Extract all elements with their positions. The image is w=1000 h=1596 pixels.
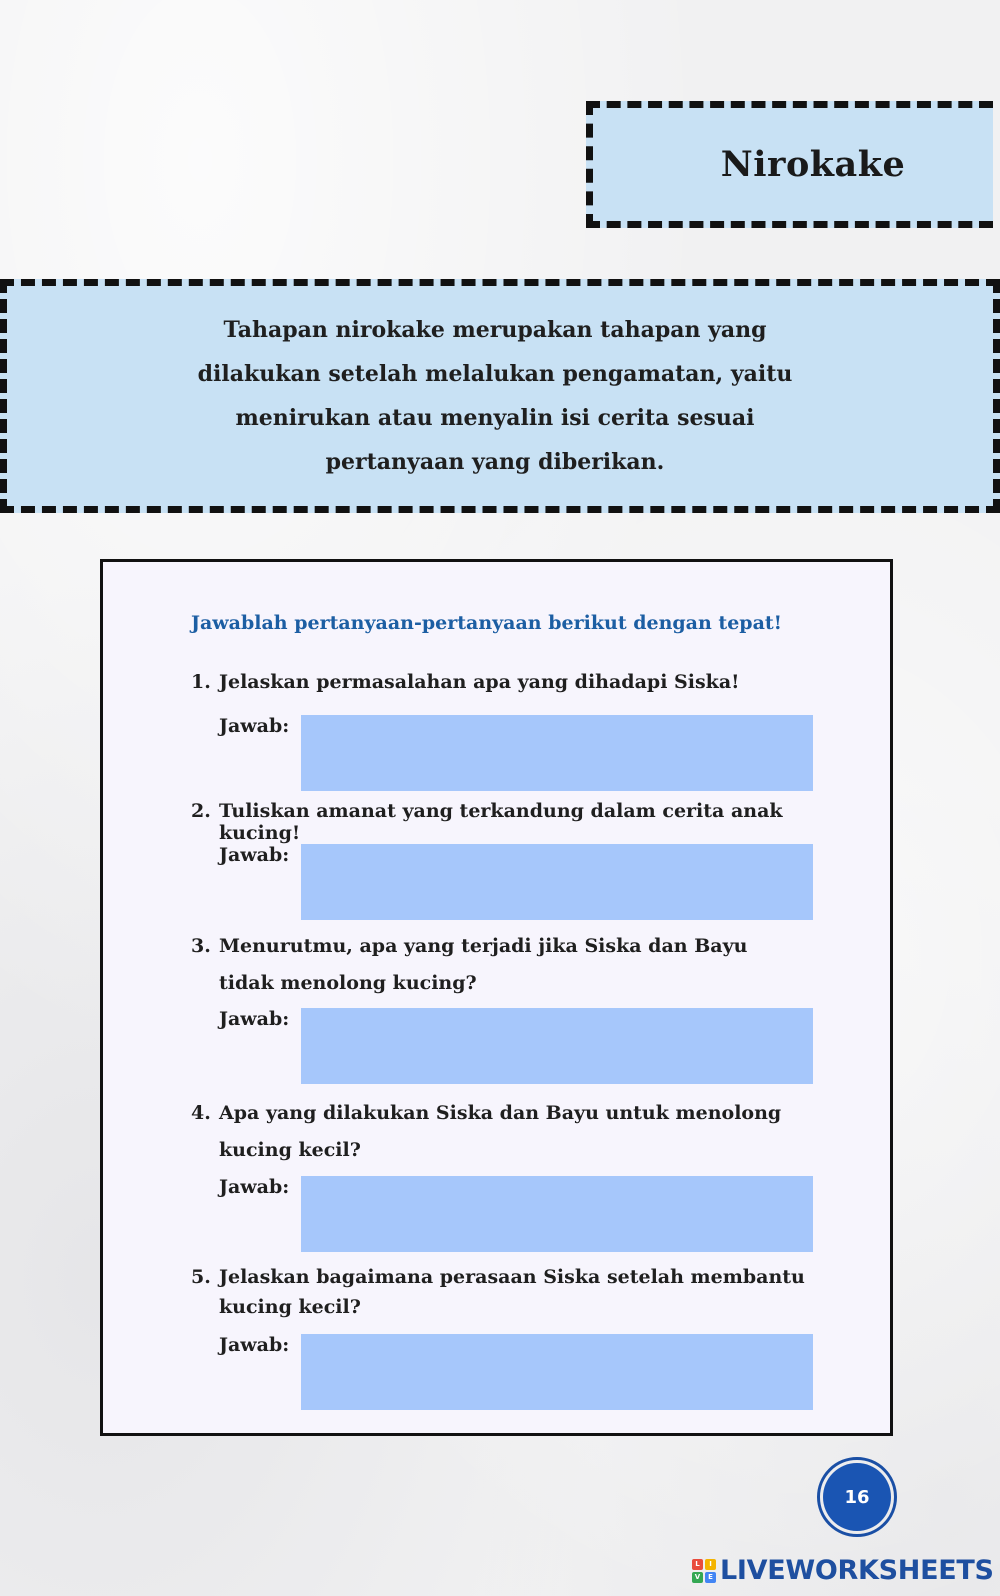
intro-box	[0, 279, 1000, 513]
question-text: Apa yang dilakukan Siska dan Bayu untuk menolong kucing kecil?	[219, 1102, 782, 1161]
answer-input-5[interactable]	[301, 1334, 813, 1410]
question-2	[191, 800, 851, 844]
section-title-box	[586, 101, 993, 228]
answer-label: Jawab:	[219, 1008, 290, 1030]
logo-letter: I	[705, 1559, 716, 1570]
logo-letter: L	[692, 1559, 703, 1570]
answer-input-3[interactable]	[301, 1008, 813, 1084]
question-text: Jelaskan permasalahan apa yang dihadapi Siska!	[219, 671, 740, 693]
answer-input-2[interactable]	[301, 844, 813, 920]
question-1	[191, 671, 851, 693]
liveworksheets-logo-icon	[692, 1559, 716, 1583]
question-number: 4.	[191, 1102, 211, 1124]
question-number: 1.	[191, 671, 211, 693]
answer-label: Jawab:	[219, 1334, 290, 1356]
answer-label: Jawab:	[219, 1176, 290, 1198]
question-5	[191, 1262, 851, 1322]
question-number: 3.	[191, 935, 211, 957]
question-3	[191, 928, 851, 1002]
brand-text: LIVEWORKSHEETS	[720, 1555, 994, 1586]
intro-text: Tahapan nirokake merupakan tahapan yang dilakukan setelah melalukan pengamatan, yaitu menirukan atau menyalin isi cerita sesuai pertanyaan yang diberikan.	[197, 317, 793, 475]
question-text: Jelaskan bagaimana perasaan Siska setelah membantu kucing kecil?	[219, 1266, 805, 1318]
question-4	[191, 1095, 851, 1169]
question-text: Menurutmu, apa yang terjadi jika Siska dan Bayu tidak menolong kucing?	[219, 935, 748, 994]
answer-input-4[interactable]	[301, 1176, 813, 1252]
liveworksheets-brand[interactable]	[692, 1555, 994, 1586]
answer-label: Jawab:	[219, 844, 290, 866]
page-number: 16	[823, 1463, 891, 1531]
logo-letter: V	[692, 1572, 703, 1583]
page-number-badge	[817, 1457, 897, 1537]
question-number: 5.	[191, 1266, 211, 1288]
logo-letter: E	[705, 1572, 716, 1583]
page-title: Nirokake	[720, 144, 906, 185]
worksheet-panel	[100, 559, 893, 1436]
question-number: 2.	[191, 800, 211, 822]
answer-label: Jawab:	[219, 715, 290, 737]
question-text: Tuliskan amanat yang terkandung dalam cerita anak kucing!	[219, 800, 783, 844]
worksheet-instruction: Jawablah pertanyaan-pertanyaan berikut dengan tepat!	[191, 612, 782, 634]
answer-input-1[interactable]	[301, 715, 813, 791]
